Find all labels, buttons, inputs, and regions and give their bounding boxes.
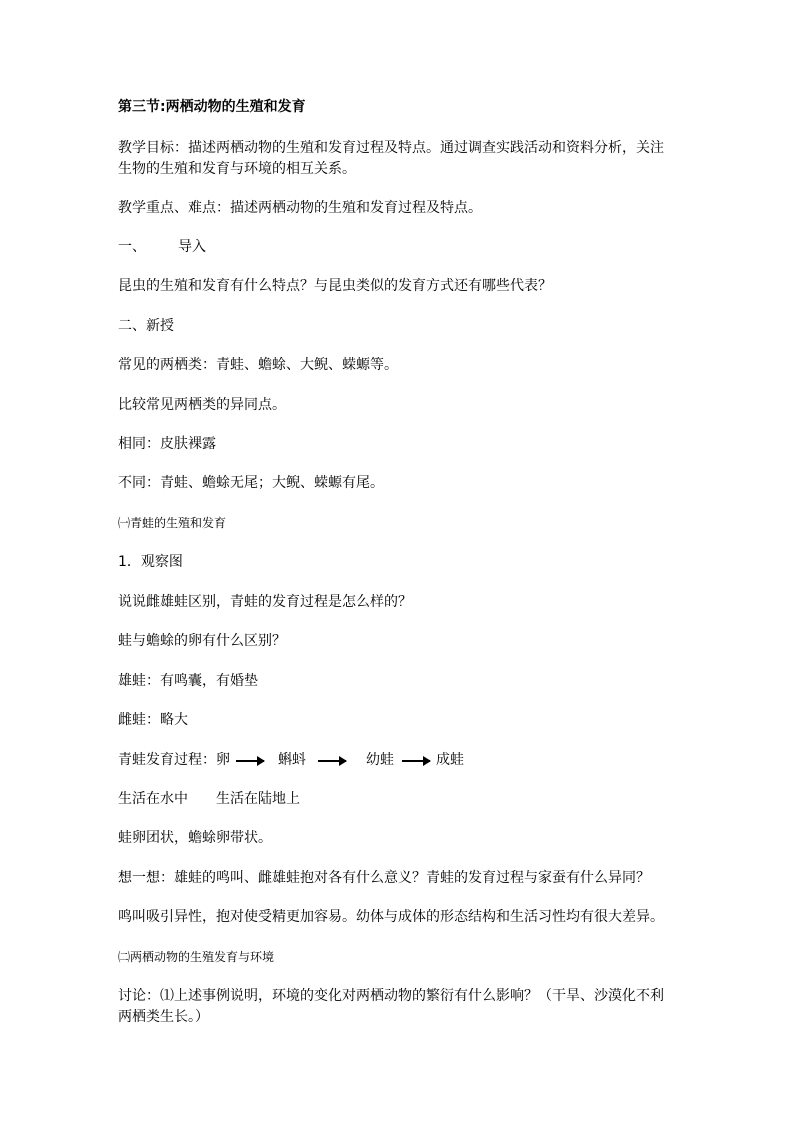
subsection-frog-heading: ㈠青蛙的生殖和发育: [118, 516, 227, 530]
subsection-environment-heading: ㈡两栖动物的生殖发育与环境: [118, 950, 275, 964]
development-label: 青蛙发育过程：: [118, 752, 216, 768]
think-question: 想一想：雄蛙的鸣叫、雌雄蛙抱对各有什么意义？青蛙的发育过程与家蚕有什么异同？: [118, 870, 650, 886]
egg-shape-text: 蛙卵团状，蟾蜍卵带状。: [118, 830, 272, 846]
intro-question: 昆虫的生殖和发育有什么特点？与昆虫类似的发育方式还有哪些代表？: [118, 278, 552, 294]
arrow-icon: [402, 760, 430, 762]
arrow-icon: [318, 760, 346, 762]
discussion-text: 讨论：⑴上述事例说明，环境的变化对两栖动物的繁衍有什么影响？（干旱、沙漠化不利两栖类生长。）: [118, 988, 664, 1025]
answer-text: 鸣叫吸引异性，抱对使受精更加容易。幼体与成体的形态结构和生活习性均有很大差异。: [118, 909, 664, 925]
question-male-female: 说说雌雄蛙区别，青蛙的发育过程是怎么样的？: [118, 594, 412, 610]
teaching-objective: 教学目标：描述两栖动物的生殖和发育过程及特点。通过调查实践活动和资料分析，关注生物的生殖和发育与环境的相互关系。: [118, 140, 664, 177]
habitat-water: 生活在水中: [118, 791, 188, 807]
stage-egg: 卵: [216, 752, 230, 768]
arrow-icon: [236, 760, 264, 762]
page-title: 第三节:两栖动物的生殖和发育: [118, 99, 306, 115]
stage-adult: 成蛙: [436, 752, 464, 768]
section-number: 一、: [118, 239, 146, 255]
observe-figure: 1．观察图: [118, 554, 183, 570]
section-label: 导入: [178, 239, 206, 255]
common-amphibians: 常见的两栖类：青蛙、蟾蜍、大鲵、蝾螈等。: [118, 357, 398, 373]
compare-text: 比较常见两栖类的异同点。: [118, 397, 286, 413]
difference-text: 不同：青蛙、蟾蜍无尾；大鲵、蝾螈有尾。: [118, 475, 384, 491]
habitat-row: [118, 789, 300, 809]
key-points: 教学重点、难点：描述两栖动物的生殖和发育过程及特点。: [118, 200, 482, 216]
question-eggs: 蛙与蟾蜍的卵有什么区别？: [118, 633, 286, 649]
male-frog-text: 雄蛙：有鸣囊，有婚垫: [118, 673, 258, 689]
development-flow: [118, 750, 464, 770]
habitat-land: 生活在陆地上: [216, 791, 300, 807]
similarity-text: 相同：皮肤裸露: [118, 436, 216, 452]
section-intro-heading: [118, 237, 206, 257]
stage-juvenile: 幼蛙: [366, 752, 394, 768]
stage-tadpole: 蝌蚪: [278, 752, 306, 768]
female-frog-text: 雌蛙：略大: [118, 712, 188, 728]
section-new-heading: 二、新授: [118, 318, 174, 334]
